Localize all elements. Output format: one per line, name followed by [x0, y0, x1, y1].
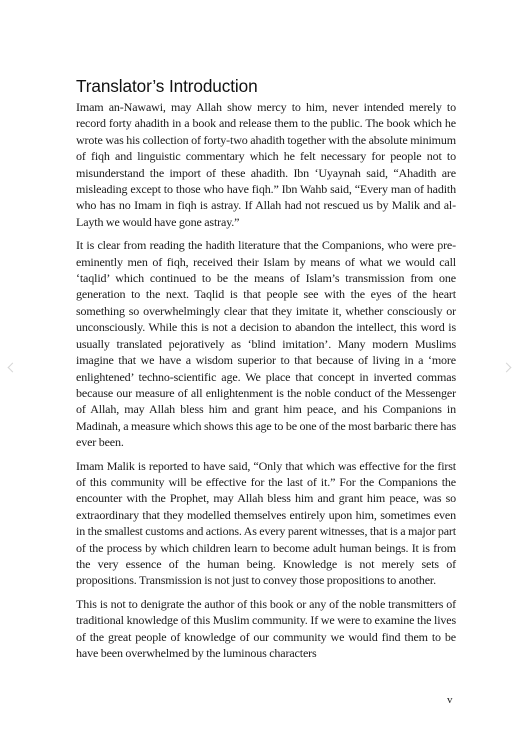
paragraph-2: It is clear from reading the hadith literature that the Companions, who were pre-eminently men of fiqh, received their Islam by means of what we would call ‘taqlid’ which continued to be the means of Islam’s transmission from one generation to the next. Taqlid is that people see with the eyes of the heart something so overwhelmingly clear that they imitate it, whether consciously or unconsciously. While this is not a decision to abandon the intellect, this word is usually translated pejoratively as ‘blind imitation’. Many modern Muslims imagine that we have a wisdom superior to that because of living in a ‘more enlightened’ techno-scientific age. We place that concept in inverted commas because our measure of all enlightenment is the noble conduct of the Messenger of Allah, may Allah bless him and grant him peace, and his Companions in Madinah, a measure which shows this age to be one of the most barbaric there has ever been.	[76, 238, 456, 450]
section-heading: Translator’s Introduction	[76, 76, 258, 96]
previous-page-icon[interactable]	[8, 363, 18, 373]
page-body	[76, 75, 456, 661]
page-number: v	[447, 694, 453, 706]
paragraph-3: Imam Malik is reported to have said, “Only that which was effective for the first of this community will be effective for the last of it.” For the Companions the encounter with the Prophet, may Allah bless him and grant him peace, was so extraordinary that they modelled themselves entirely upon him, sometimes even in the smallest customs and actions. As every parent witnesses, that is a major part of the process by which children learn to become adult human beings. It is from the very essence of the human being. Knowledge is not merely sets of propositions. Transmission is not just to convey those propositions to another.	[76, 458, 456, 588]
paragraph-1: Imam an-Nawawi, may Allah show mercy to him, never intended merely to record forty ahadith in a book and release them to the public. The book which he wrote was his collection of forty-two ahadith together with the absolute minimum of fiqh and linguistic commentary which he felt necessary for people not to misunderstand the import of these ahadith. Ibn ‘Uyaynah said, “Ahadith are misleading except to those who have fiqh.” Ibn Wahb said, “Every man of hadith who has no Imam in fiqh is astray. If Allah had not rescued us by Malik and al-Layth we would have gone astray.”	[76, 100, 456, 229]
paragraph-4: This is not to denigrate the author of this book or any of the noble transmitters of traditional knowledge of this Muslim community. If we were to examine the lives of the great people of knowledge of our community we would find them to be have been overwhelmed by the luminous characters	[76, 596, 456, 660]
next-page-icon[interactable]	[502, 363, 512, 373]
